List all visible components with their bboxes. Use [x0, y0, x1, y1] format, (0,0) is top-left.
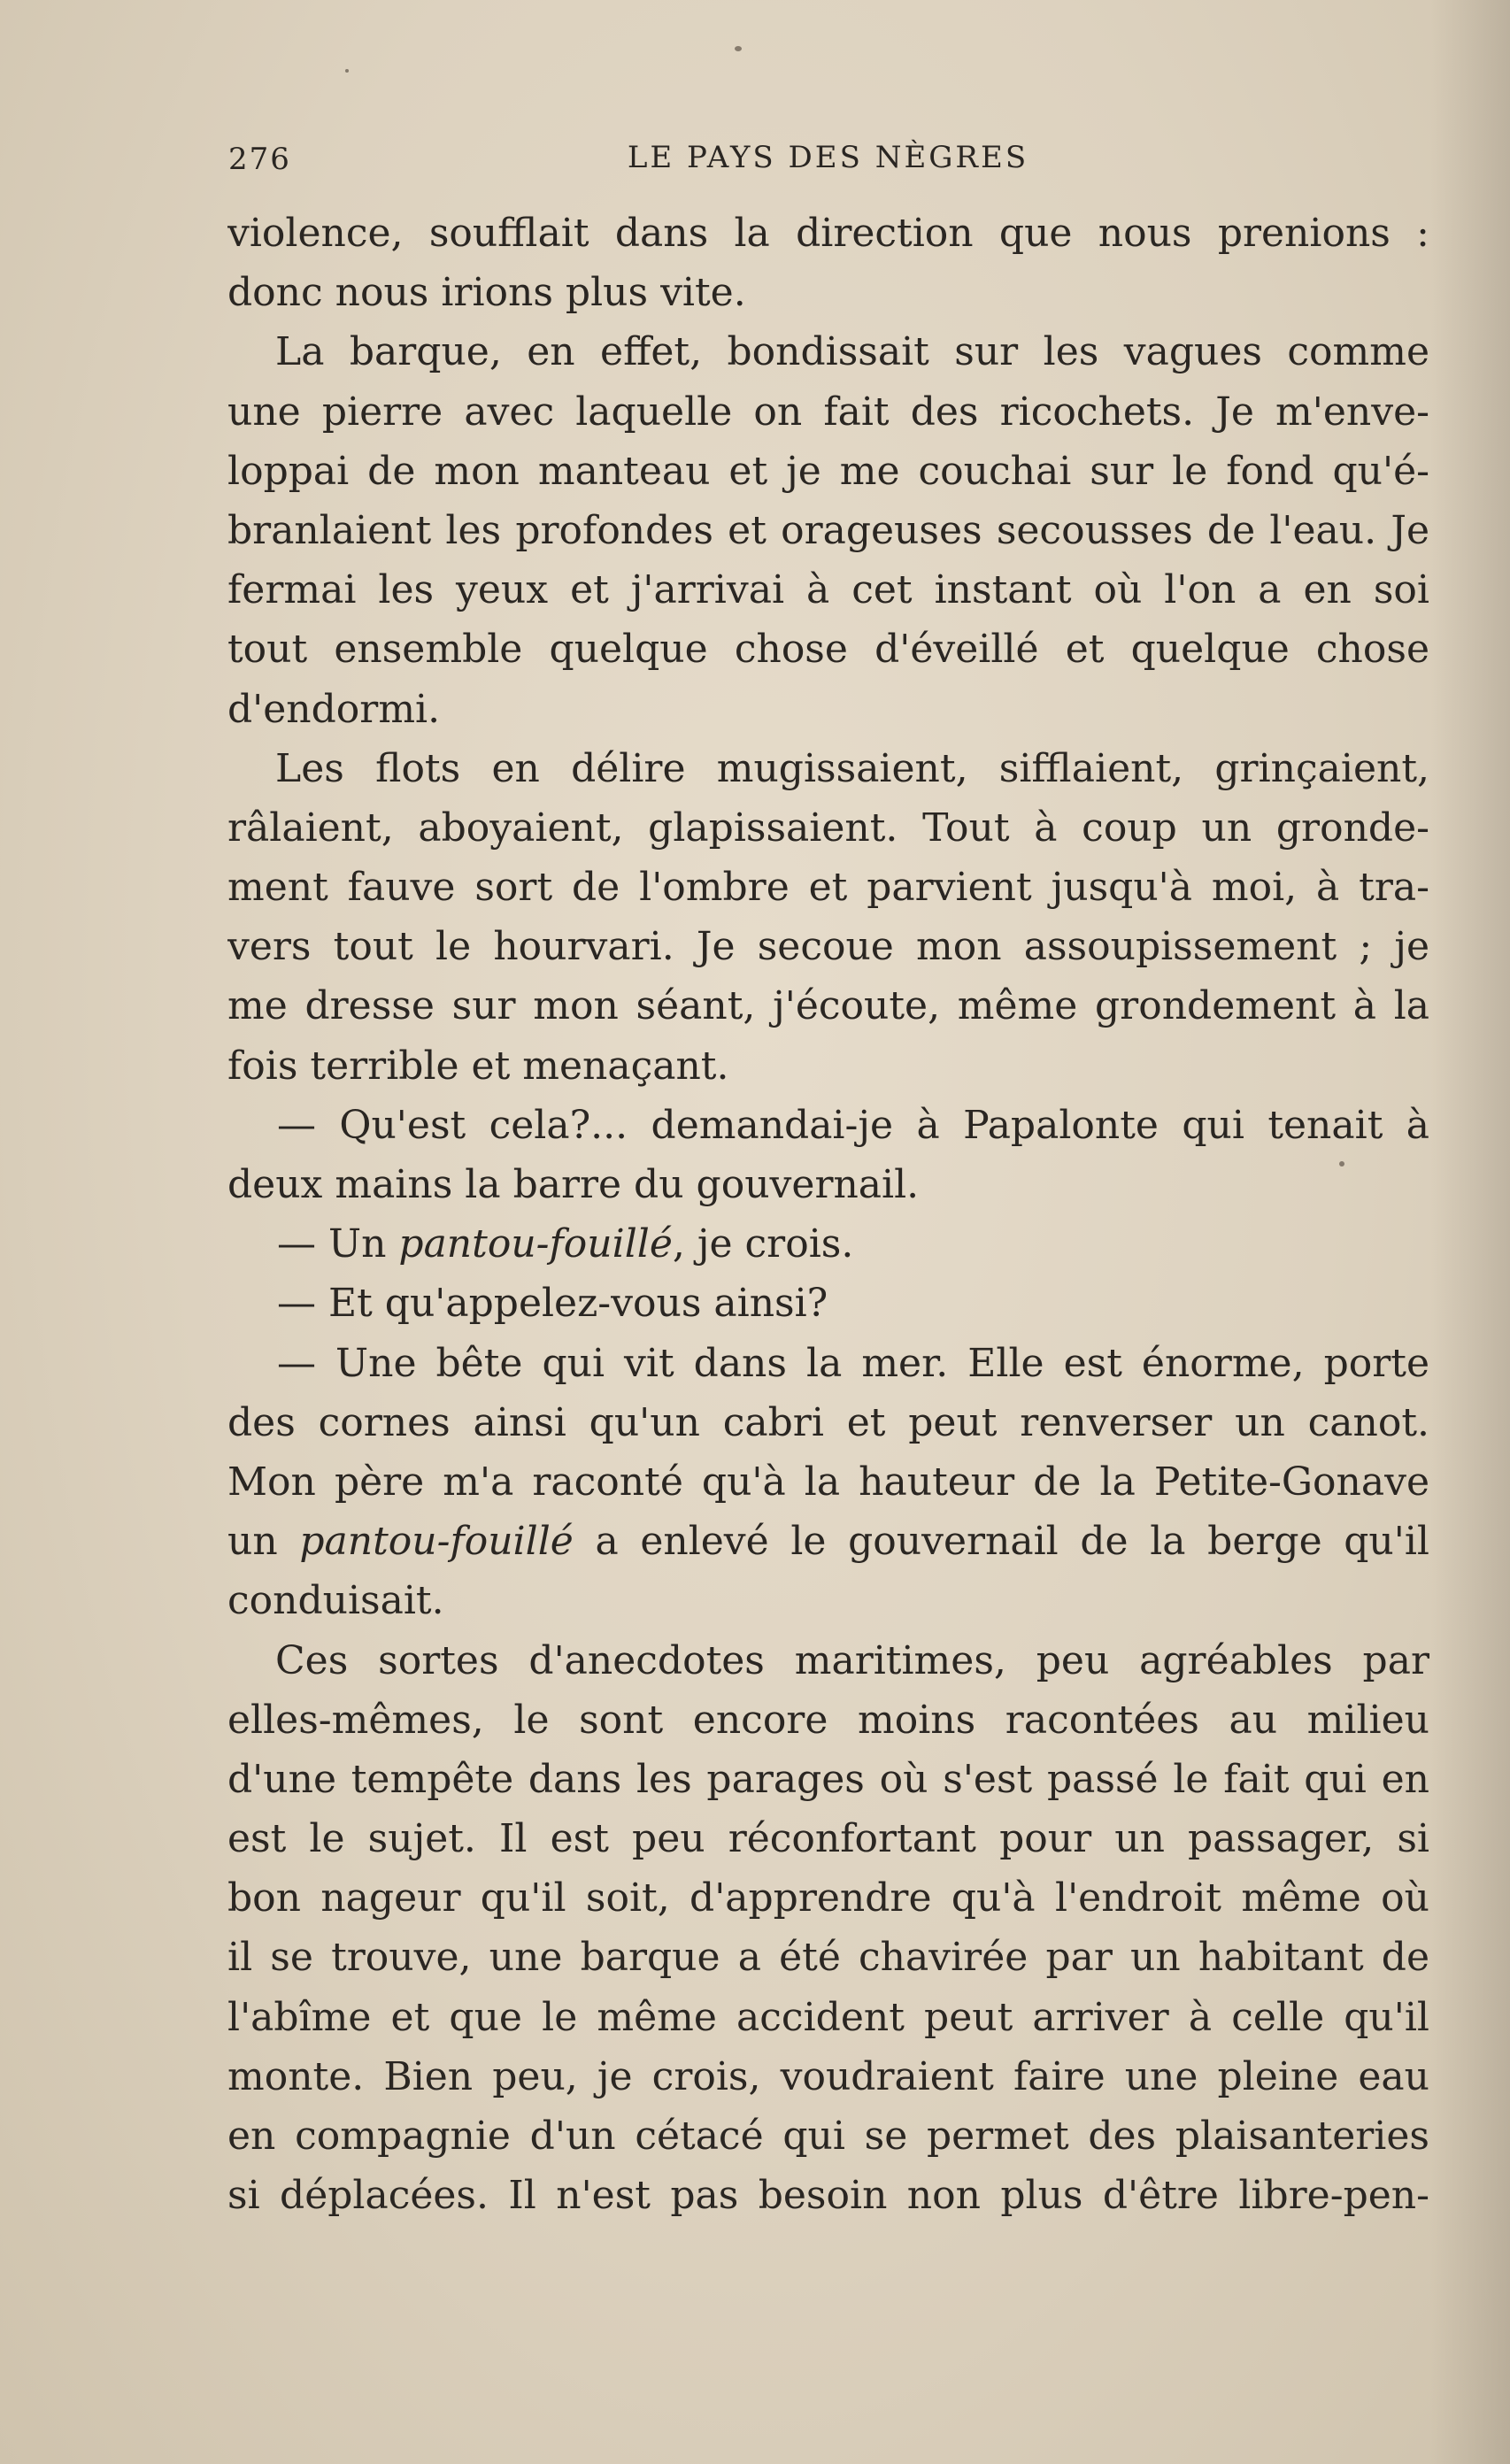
text-line: l'abîme et que le même accident peut arriver à celle qu'il — [227, 1994, 1429, 2040]
text-line: branlaient les profondes et orageuses secousses de l'eau. Je — [227, 507, 1429, 553]
text-line — [227, 1214, 1429, 1274]
text-line: des cornes ainsi qu'un cabri et peut renverser un canot. — [227, 1399, 1429, 1445]
text-line: — Et qu'appelez-vous ainsi? — [277, 1281, 828, 1327]
text-segment: — Un — [277, 1221, 399, 1267]
text-line: fois terrible et menaçant. — [227, 1043, 729, 1089]
text-line: râlaient, aboyaient, glapissaient. Tout à coup un gronde- — [227, 805, 1429, 851]
text-line: d'une tempête dans les parages où s'est passé le fait qui en — [227, 1756, 1429, 1802]
text-line: me dresse sur mon séant, j'écoute, même grondement à la — [227, 983, 1429, 1029]
text-line: Mon père m'a raconté qu'à la hauteur de la Petite-Gonave — [227, 1459, 1429, 1505]
italic-term: pantou-fouillé — [299, 1519, 574, 1565]
text-line: Ces sortes d'anecdotes maritimes, peu agréables par — [275, 1637, 1429, 1683]
page-number: 276 — [228, 142, 291, 177]
text-line: monte. Bien peu, je crois, voudraient faire une pleine eau — [227, 2053, 1429, 2099]
text-line: d'endormi. — [227, 686, 441, 732]
text-line — [227, 1512, 1429, 1571]
text-line: donc nous irions plus vite. — [227, 270, 746, 316]
text-line: en compagnie d'un cétacé qui se permet des plaisanteries — [227, 2114, 1429, 2159]
text-line: La barque, en effet, bondissait sur les vagues comme — [275, 329, 1429, 375]
text-line: — Une bête qui vit dans la mer. Elle est énorme, porte — [277, 1340, 1429, 1386]
text-line: une pierre avec laquelle on fait des ricochets. Je m'enve- — [227, 389, 1429, 435]
text-segment: , je crois. — [672, 1221, 854, 1267]
text-segment: a enlevé le gouvernail de la berge qu'il — [573, 1519, 1429, 1565]
text-line: il se trouve, une barque a été chavirée par un habitant de — [227, 1935, 1429, 1981]
text-line: vers tout le hourvari. Je secoue mon assoupissement ; je — [227, 924, 1429, 970]
running-header — [228, 133, 1428, 186]
text-line: Les flots en délire mugissaient, sifflaient, grinçaient, — [275, 745, 1429, 791]
text-line: violence, soufflait dans la direction que nous prenions : — [227, 211, 1429, 256]
text-line: est le sujet. Il est peu réconfortant pour un passager, si — [227, 1816, 1429, 1862]
print-speck — [735, 46, 742, 51]
text-line: elles-mêmes, le sont encore moins racontées au milieu — [227, 1697, 1429, 1743]
text-line: si déplacées. Il n'est pas besoin non plus d'être libre-pen- — [227, 2173, 1429, 2219]
text-line: bon nageur qu'il soit, d'apprendre qu'à l'endroit même où — [227, 1875, 1429, 1921]
text-line: — Qu'est cela?... demandai-je à Papalonte qui tenait à — [277, 1102, 1429, 1148]
text-line: fermai les yeux et j'arrivai à cet instant où l'on a en soi — [227, 567, 1429, 613]
body-text — [227, 204, 1429, 2225]
print-speck — [345, 69, 349, 73]
italic-term: pantou-fouillé — [398, 1221, 673, 1267]
text-line: conduisait. — [227, 1578, 444, 1624]
text-line: deux mains la barre du gouvernail. — [227, 1162, 920, 1207]
text-line: loppai de mon manteau et je me couchai sur le fond qu'é- — [227, 448, 1429, 494]
text-line: tout ensemble quelque chose d'éveillé et quelque chose — [227, 627, 1429, 673]
text-segment: un — [227, 1519, 300, 1565]
running-title: LE PAYS DES NÈGRES — [627, 140, 1029, 175]
text-line: ment fauve sort de l'ombre et parvient jusqu'à moi, à tra- — [227, 865, 1429, 911]
